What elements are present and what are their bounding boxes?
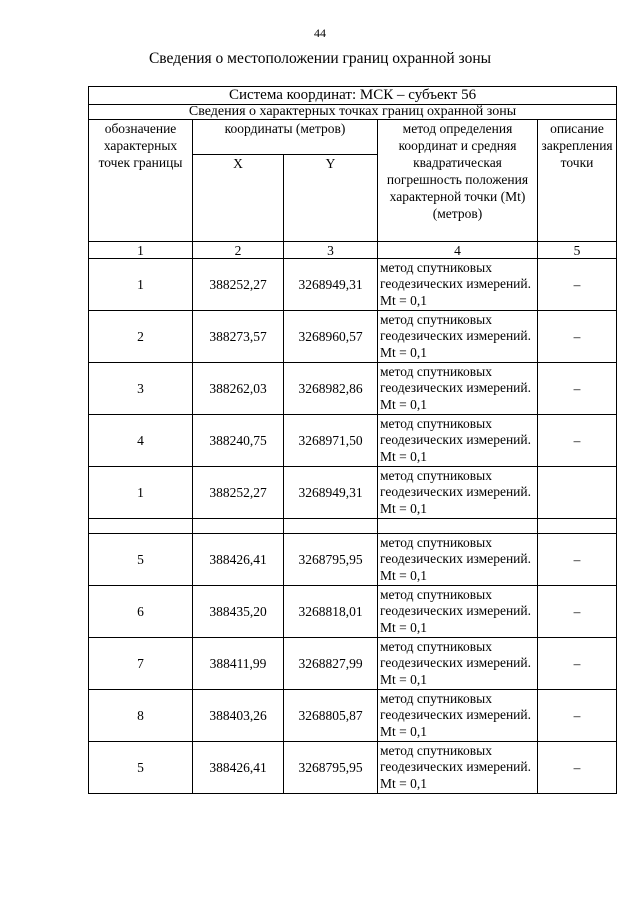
table-subtitle-cell: Сведения о характерных точках границ охранной зоны [89, 105, 617, 120]
x-coordinate-cell: 388262,03 [193, 363, 284, 415]
y-coordinate-cell: 3268805,87 [284, 690, 378, 742]
table-row [89, 690, 617, 742]
description-cell: – [538, 415, 617, 467]
method-cell: метод спутниковых геодезических измерений. Mt = 0,1 [378, 534, 538, 586]
x-coordinate-cell: 388273,57 [193, 311, 284, 363]
point-number-cell: 5 [89, 742, 193, 794]
description-cell: – [538, 742, 617, 794]
method-cell: метод спутниковых геодезических измерений. Mt = 0,1 [378, 415, 538, 467]
y-coordinate-cell: 3268827,99 [284, 638, 378, 690]
header-method: метод определения координат и средняя квадратическая погрешность положения характерной точки (Mt) (метров) [378, 120, 538, 242]
x-coordinate-cell: 388426,41 [193, 742, 284, 794]
point-number-cell: 1 [89, 467, 193, 519]
table-row [89, 586, 617, 638]
boundary-points-table [88, 86, 617, 794]
column-number: 5 [538, 242, 617, 259]
method-cell: метод спутниковых геодезических измерений. Mt = 0,1 [378, 259, 538, 311]
y-coordinate-cell: 3268795,95 [284, 742, 378, 794]
point-number-cell: 2 [89, 311, 193, 363]
table-row [89, 467, 617, 519]
description-cell [538, 467, 617, 519]
point-number-cell: 3 [89, 363, 193, 415]
point-number-cell: 5 [89, 534, 193, 586]
empty-cell [378, 519, 538, 534]
point-number-cell: 8 [89, 690, 193, 742]
description-cell: – [538, 259, 617, 311]
x-coordinate-cell: 388240,75 [193, 415, 284, 467]
table-row [89, 311, 617, 363]
empty-cell [284, 519, 378, 534]
description-cell: – [538, 586, 617, 638]
point-number-cell: 4 [89, 415, 193, 467]
table-row [89, 534, 617, 586]
x-coordinate-cell: 388435,20 [193, 586, 284, 638]
column-number: 2 [193, 242, 284, 259]
point-number-cell: 6 [89, 586, 193, 638]
x-coordinate-cell: 388403,26 [193, 690, 284, 742]
empty-cell [538, 519, 617, 534]
document-title: Сведения о местоположении границ охранной зоны [148, 50, 492, 67]
x-coordinate-cell: 388252,27 [193, 467, 284, 519]
method-cell: метод спутниковых геодезических измерений. Mt = 0,1 [378, 311, 538, 363]
x-coordinate-cell: 388411,99 [193, 638, 284, 690]
method-cell: метод спутниковых геодезических измерений. Mt = 0,1 [378, 467, 538, 519]
x-coordinate-cell: 388426,41 [193, 534, 284, 586]
page-number: 44 [314, 26, 326, 40]
method-cell: метод спутниковых геодезических измерений. Mt = 0,1 [378, 363, 538, 415]
column-number: 4 [378, 242, 538, 259]
y-coordinate-cell: 3268818,01 [284, 586, 378, 638]
header-description: описание закрепления точки [538, 120, 617, 242]
empty-cell [89, 519, 193, 534]
description-cell: – [538, 311, 617, 363]
description-cell: – [538, 363, 617, 415]
description-cell: – [538, 534, 617, 586]
table-row [89, 363, 617, 415]
description-cell: – [538, 690, 617, 742]
point-number-cell: 7 [89, 638, 193, 690]
x-coordinate-cell: 388252,27 [193, 259, 284, 311]
separator-row [89, 519, 617, 534]
column-number: 3 [284, 242, 378, 259]
y-coordinate-cell: 3268960,57 [284, 311, 378, 363]
y-coordinate-cell: 3268971,50 [284, 415, 378, 467]
y-coordinate-cell: 3268982,86 [284, 363, 378, 415]
method-cell: метод спутниковых геодезических измерений. Mt = 0,1 [378, 586, 538, 638]
header-x: X [193, 155, 284, 242]
header-y: Y [284, 155, 378, 242]
column-number: 1 [89, 242, 193, 259]
y-coordinate-cell: 3268795,95 [284, 534, 378, 586]
empty-cell [193, 519, 284, 534]
y-coordinate-cell: 3268949,31 [284, 467, 378, 519]
method-cell: метод спутниковых геодезических измерений. Mt = 0,1 [378, 638, 538, 690]
point-number-cell: 1 [89, 259, 193, 311]
table-row [89, 259, 617, 311]
coordinate-system-cell: Система координат: МСК – субъект 56 [89, 87, 617, 105]
header-coordinates: координаты (метров) [193, 120, 378, 155]
method-cell: метод спутниковых геодезических измерений. Mt = 0,1 [378, 742, 538, 794]
header-designation: обозначение характерных точек границы [89, 120, 193, 242]
description-cell: – [538, 638, 617, 690]
table-row [89, 638, 617, 690]
table-row [89, 415, 617, 467]
y-coordinate-cell: 3268949,31 [284, 259, 378, 311]
table-row [89, 742, 617, 794]
method-cell: метод спутниковых геодезических измерений. Mt = 0,1 [378, 690, 538, 742]
